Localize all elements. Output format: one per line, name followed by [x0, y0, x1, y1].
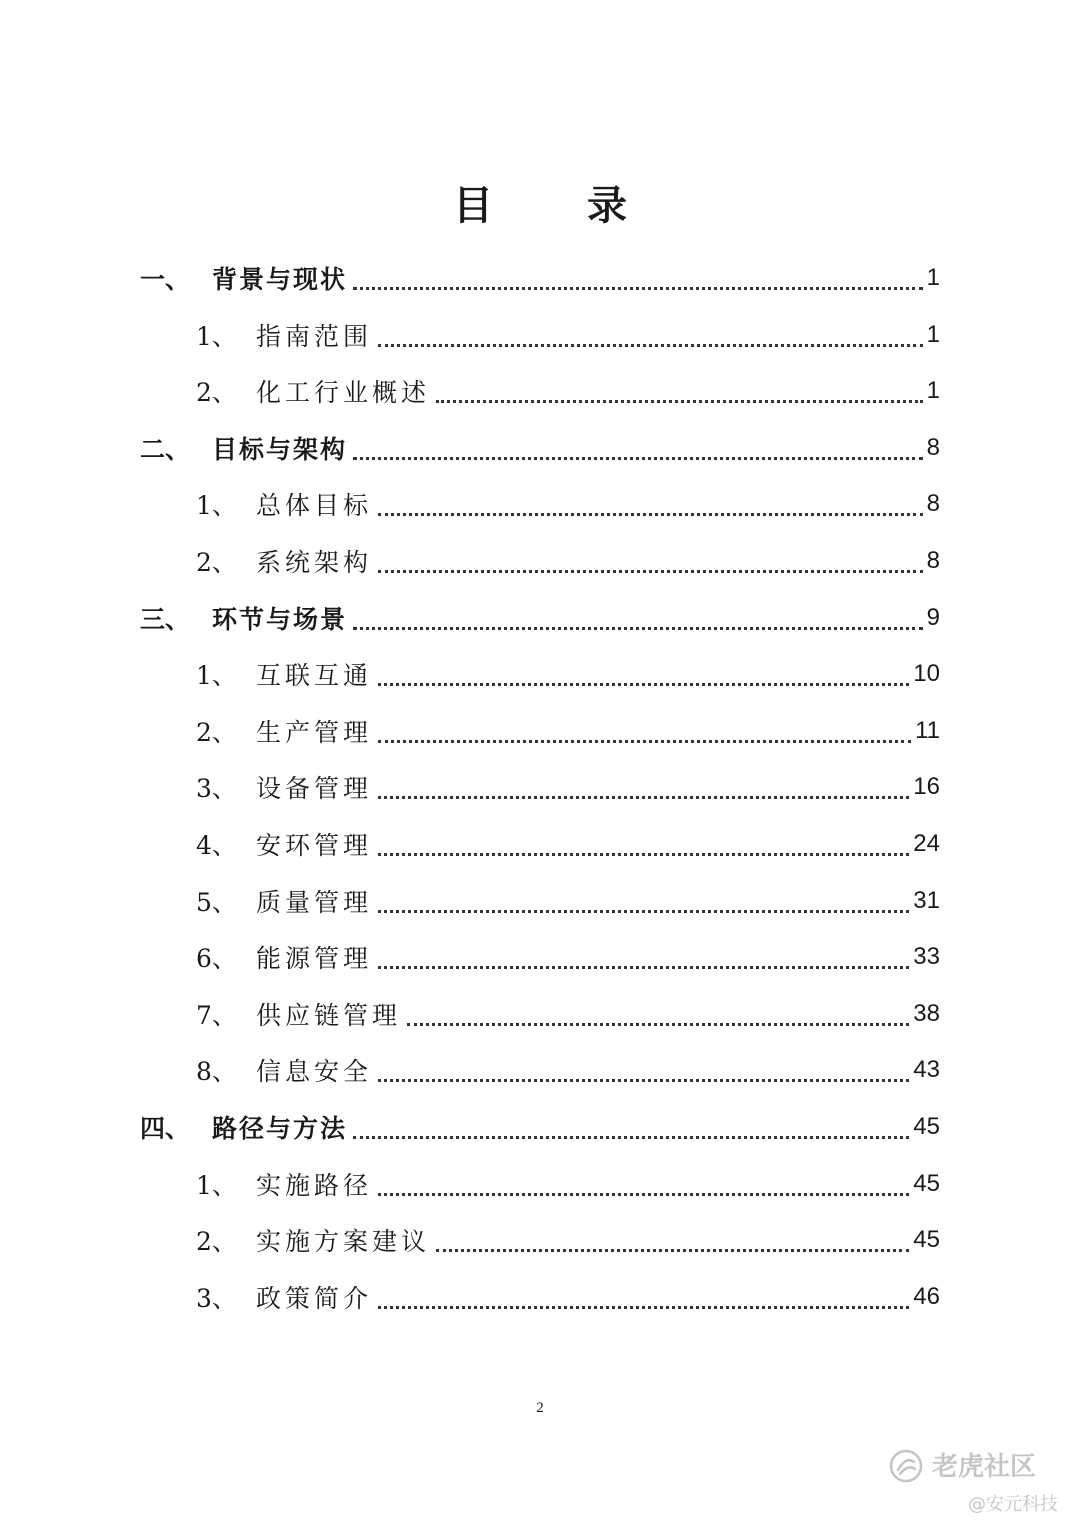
toc-dot-leader — [378, 1193, 909, 1196]
toc-entry-page: 9 — [926, 603, 940, 631]
toc-dot-leader — [353, 627, 923, 630]
toc-entry-number: 2、 — [196, 548, 237, 577]
toc-entry-page: 43 — [913, 1056, 940, 1084]
toc-entry-number: 1、 — [196, 661, 237, 691]
toc-dot-leader — [378, 740, 911, 743]
toc-entry-number: 2、 — [196, 717, 237, 747]
toc-dot-leader — [436, 400, 923, 403]
toc-entry-title: 指南范围 — [256, 321, 373, 351]
toc-dot-leader — [353, 457, 923, 460]
toc-entry-number: 1、 — [196, 321, 237, 351]
toc-dot-leader — [353, 287, 923, 290]
page-number: 2 — [536, 1400, 544, 1416]
toc-entry-number: 2、 — [196, 1227, 237, 1257]
toc-section-row[interactable] — [196, 1212, 940, 1268]
toc-entry-page: 45 — [913, 1169, 940, 1197]
toc-entry-number: 8、 — [196, 1057, 237, 1087]
toc-entry-title: 生产管理 — [256, 717, 373, 747]
toc-section-row[interactable] — [196, 307, 940, 363]
toc-entry-title: 路径与方法 — [212, 1114, 348, 1143]
toc-section-row[interactable] — [196, 1042, 940, 1098]
toc-dot-leader — [378, 796, 909, 799]
toc-dot-leader — [378, 683, 909, 686]
toc-entry-page: 31 — [913, 886, 940, 914]
toc-entry-title: 能源管理 — [256, 944, 373, 974]
toc-entry-number: 2、 — [196, 378, 237, 408]
toc-dot-leader — [378, 570, 923, 573]
toc-dot-leader — [378, 910, 909, 913]
toc-dot-leader — [378, 853, 909, 856]
toc-dot-leader — [378, 966, 909, 969]
toc-entry-title: 安环管理 — [256, 831, 373, 860]
toc-entry-number: 3、 — [196, 774, 237, 804]
toc-section-row[interactable] — [196, 759, 940, 815]
toc-entry-page: 45 — [913, 1113, 940, 1140]
toc-section-row[interactable] — [196, 703, 940, 759]
toc-chapter-row[interactable] — [140, 420, 940, 476]
watermark-handle: @安元科技 — [968, 1494, 1058, 1515]
toc-section-row[interactable] — [196, 476, 940, 532]
tiger-community-logo-icon — [888, 1448, 924, 1484]
toc-chapter-row[interactable] — [140, 1099, 940, 1155]
toc-dot-leader — [407, 1023, 909, 1026]
toc-dot-leader — [378, 1306, 909, 1309]
toc-entry-page: 16 — [913, 773, 940, 801]
toc-entry-title: 实施路径 — [256, 1170, 373, 1200]
toc-section-row[interactable] — [196, 816, 940, 872]
toc-entry-page: 24 — [913, 830, 940, 857]
toc-entry-number: 一、 — [140, 265, 191, 294]
toc-entry-number: 4、 — [196, 831, 237, 860]
toc-section-row[interactable] — [196, 363, 940, 419]
toc-entry-number: 7、 — [196, 1000, 237, 1030]
toc-section-row[interactable] — [196, 929, 940, 985]
toc-entry-page: 10 — [913, 660, 940, 688]
toc-entry-page: 8 — [926, 490, 940, 518]
toc-section-row[interactable] — [196, 646, 940, 702]
toc-entry-number: 6、 — [196, 944, 237, 974]
toc-entry-page: 11 — [915, 716, 940, 744]
toc-entry-number: 1、 — [196, 1170, 237, 1200]
toc-dot-leader — [378, 1079, 909, 1082]
toc-section-row[interactable] — [196, 1269, 940, 1325]
toc-entry-number: 3、 — [196, 1283, 237, 1313]
toc-dot-leader — [378, 344, 923, 347]
toc-entry-page: 1 — [926, 320, 940, 348]
toc-dot-leader — [353, 1136, 909, 1139]
toc-entry-page: 33 — [913, 943, 940, 971]
toc-entry-page: 8 — [926, 433, 940, 461]
toc-entry-number: 三、 — [140, 604, 191, 634]
toc-entry-title: 目标与架构 — [212, 434, 348, 464]
toc-chapter-row[interactable] — [140, 590, 940, 646]
toc-entry-number: 1、 — [196, 491, 237, 521]
toc-entry-page: 45 — [913, 1226, 940, 1254]
toc-entry-page: 38 — [913, 999, 940, 1027]
toc-section-row[interactable] — [196, 533, 940, 589]
toc-entry-page: 1 — [926, 264, 940, 291]
toc-entry-title: 设备管理 — [256, 774, 373, 804]
toc-entry-page: 1 — [926, 377, 940, 405]
toc-chapter-row[interactable] — [140, 250, 940, 306]
watermark — [888, 1444, 1058, 1520]
toc-dot-leader — [436, 1249, 909, 1252]
toc-entry-title: 背景与现状 — [212, 265, 348, 294]
toc-entry-title: 化工行业概述 — [256, 378, 431, 408]
toc-entry-title: 供应链管理 — [256, 1000, 402, 1030]
toc-entry-title: 系统架构 — [256, 548, 373, 577]
toc-entry-title: 政策简介 — [256, 1283, 373, 1313]
toc-entry-title: 环节与场景 — [212, 604, 348, 634]
toc-entry-number: 5、 — [196, 887, 237, 917]
toc-entry-page: 8 — [926, 547, 940, 574]
toc-entry-title: 信息安全 — [256, 1057, 373, 1087]
toc-entry-number: 二、 — [140, 434, 191, 464]
page-title: 目 录 — [453, 182, 667, 229]
toc-section-row[interactable] — [196, 1156, 940, 1212]
toc-entry-number: 四、 — [140, 1114, 191, 1143]
toc-section-row[interactable] — [196, 873, 940, 929]
toc-entry-page: 46 — [913, 1282, 940, 1310]
toc-dot-leader — [378, 513, 923, 516]
toc-entry-title: 质量管理 — [256, 887, 373, 917]
toc-entry-title: 实施方案建议 — [256, 1227, 431, 1257]
toc-entry-title: 总体目标 — [256, 491, 373, 521]
toc-section-row[interactable] — [196, 986, 940, 1042]
watermark-brand: 老虎社区 — [932, 1452, 1037, 1482]
toc-entry-title: 互联互通 — [256, 661, 373, 691]
